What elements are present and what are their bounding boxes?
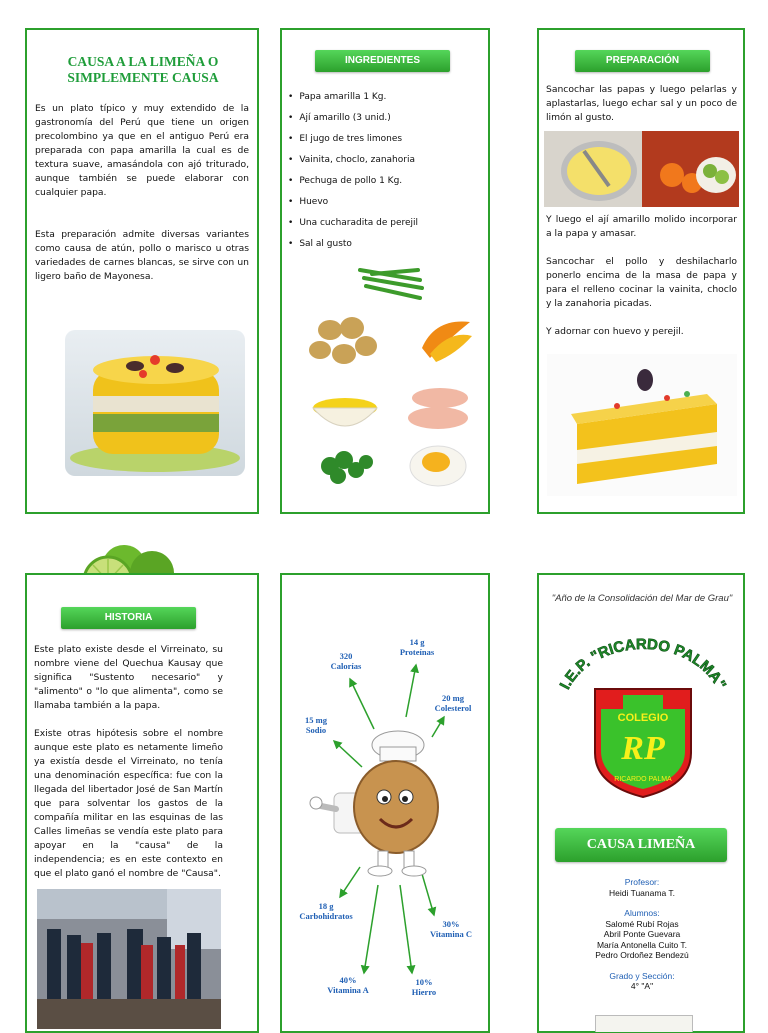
- independence-painting-image: [37, 889, 221, 1029]
- boiled-egg-image: [410, 446, 466, 486]
- mashing-potatoes-image: [544, 131, 739, 207]
- ingredient-item: • El jugo de tres limones: [288, 132, 418, 153]
- school-name-arc: I.E.P. "RICARDO PALMA": [556, 635, 730, 693]
- ingredients-illustration: [300, 258, 480, 498]
- nutrient-vitamin-c: 30% Vitamina C: [430, 919, 472, 939]
- year-motto: "Año de la Consolidación del Mar de Grau": [551, 593, 733, 604]
- students-heading: Alumnos:: [624, 908, 660, 918]
- prep-step-1: Sancochar las papas y luego pelarlas y aplastarlas, luego echar sal y un poco de limón al gusto.: [546, 84, 737, 123]
- grade-heading: Grado y Sección:: [609, 970, 675, 981]
- school-emblem: [545, 635, 741, 805]
- panel-intro: [25, 28, 259, 514]
- nutrient-proteins: 14 g Proteínas: [399, 637, 435, 657]
- student-name: Pedro Ordoñez Bendezú: [595, 950, 689, 960]
- ingredient-item: • Una cucharadita de perejil: [288, 216, 418, 237]
- teacher-name: Heidi Tuanama T.: [609, 887, 675, 898]
- ingredients-badge: INGREDIENTES: [315, 50, 450, 72]
- prep-step-3: Sancochar el pollo y deshilacharlo ponerlo encima de la masa de papa y para el relleno cocinar la vainita, choclo y la zanahoria picadas.: [546, 256, 737, 309]
- svg-text:RP: RP: [621, 730, 665, 767]
- intro-paragraph-1: Es un plato típico y muy extendido de la gastronomía del Perú que tiene un origen precolombino ya que en el antiguo Perú era preparada con papa amarilla la cual es de textura suave, amasándola con ajó triturado, aunque también se puede elaborar con cualquier papa.: [35, 103, 249, 198]
- nutrient-iron: 10% Hierro: [411, 977, 437, 997]
- causa-slice-image: [547, 354, 737, 496]
- teacher-heading: Profesor:: [624, 877, 660, 887]
- student-name: Abril Ponte Guevara: [603, 929, 681, 939]
- corn-bowl-image: [313, 398, 377, 426]
- ingredient-item: • Ají amarillo (3 unid.): [288, 111, 418, 132]
- panel-history: [25, 573, 259, 1033]
- cover-title-badge: CAUSA LIMEÑA: [555, 828, 727, 862]
- intro-title: CAUSA A LA LIMEÑA O SIMPLEMENTE CAUSA: [67, 54, 219, 85]
- history-badge: HISTORIA: [61, 607, 196, 629]
- prep-step-4: Y adornar con huevo y perejil.: [546, 326, 684, 337]
- panel-cover: [537, 573, 745, 1033]
- school-shield: [595, 689, 691, 797]
- aji-peppers-image: [422, 322, 472, 362]
- preparation-badge: PREPARACIÓN: [575, 50, 710, 72]
- causa-dish-image: [65, 330, 245, 476]
- prep-step-2: Y luego el ají amarillo molido incorporar a la papa y amasar.: [546, 214, 737, 239]
- green-beans-image: [360, 270, 422, 298]
- ingredient-item: • Papa amarilla 1 Kg.: [288, 90, 418, 111]
- potato-chef-mascot: [308, 723, 448, 883]
- ingredient-item: • Sal al gusto: [288, 237, 418, 258]
- nutrient-carbohydrates: 18 g Carbohidratos: [299, 901, 353, 921]
- chicken-breast-image: [408, 388, 468, 429]
- ingredient-item: • Vainita, choclo, zanahoria: [288, 153, 418, 174]
- grade-value: 4° "A": [630, 981, 654, 991]
- student-name: María Antonella Cuito T.: [596, 939, 688, 950]
- panel-preparation: [537, 28, 745, 514]
- ingredient-item: • Pechuga de pollo 1 Kg.: [288, 174, 418, 195]
- history-paragraph-2: Existe otras hipótesis sobre el nombre aunque este plato es netamente limeño ya existía desde el Virreinato, no tenía una denominación específica: fue con la llegada del libertador José de San Martín que para solventar los gastos de la compañía militar en las esquinas de las Calles limeñas se vendía este plato para apoyar en la "causa" de la independencia; es en este contexto en que el plato ganó el nombre de "Causa".: [34, 728, 223, 879]
- panel-nutrition: [280, 573, 490, 1033]
- nutrient-calories: 320 Calorías: [330, 651, 362, 671]
- nutrient-vitamin-a: 40% Vitamina A: [327, 975, 369, 995]
- credits-block: [549, 877, 735, 992]
- svg-text:COLEGIO: COLEGIO: [617, 712, 669, 724]
- ingredients-list: [288, 90, 418, 258]
- parsley-image: [321, 451, 373, 484]
- student-name: Salomé Rubí Rojas: [605, 918, 679, 929]
- panel-ingredients: [280, 28, 490, 514]
- svg-text:RICARDO PALMA: RICARDO PALMA: [614, 776, 672, 783]
- intro-paragraph-2: Esta preparación admite diversas variantes como causa de atún, pollo o marisco u otras variedades de carnes blancas, se sirve con un ligero baño de Mayonesa.: [35, 229, 249, 282]
- potatoes-image: [309, 317, 377, 364]
- nutrient-cholesterol: 20 mg Colesterol: [434, 693, 472, 713]
- history-paragraph-1: Este plato existe desde el Virreinato, su nombre viene del Quechua Kausay que significa "Sustento necesario" y "alimento" o "lo que alimenta", como se llamaba también a la papa.: [34, 644, 223, 711]
- ingredient-item: • Huevo: [288, 195, 418, 216]
- nutrient-sodium: 15 mg Sodio: [305, 715, 327, 735]
